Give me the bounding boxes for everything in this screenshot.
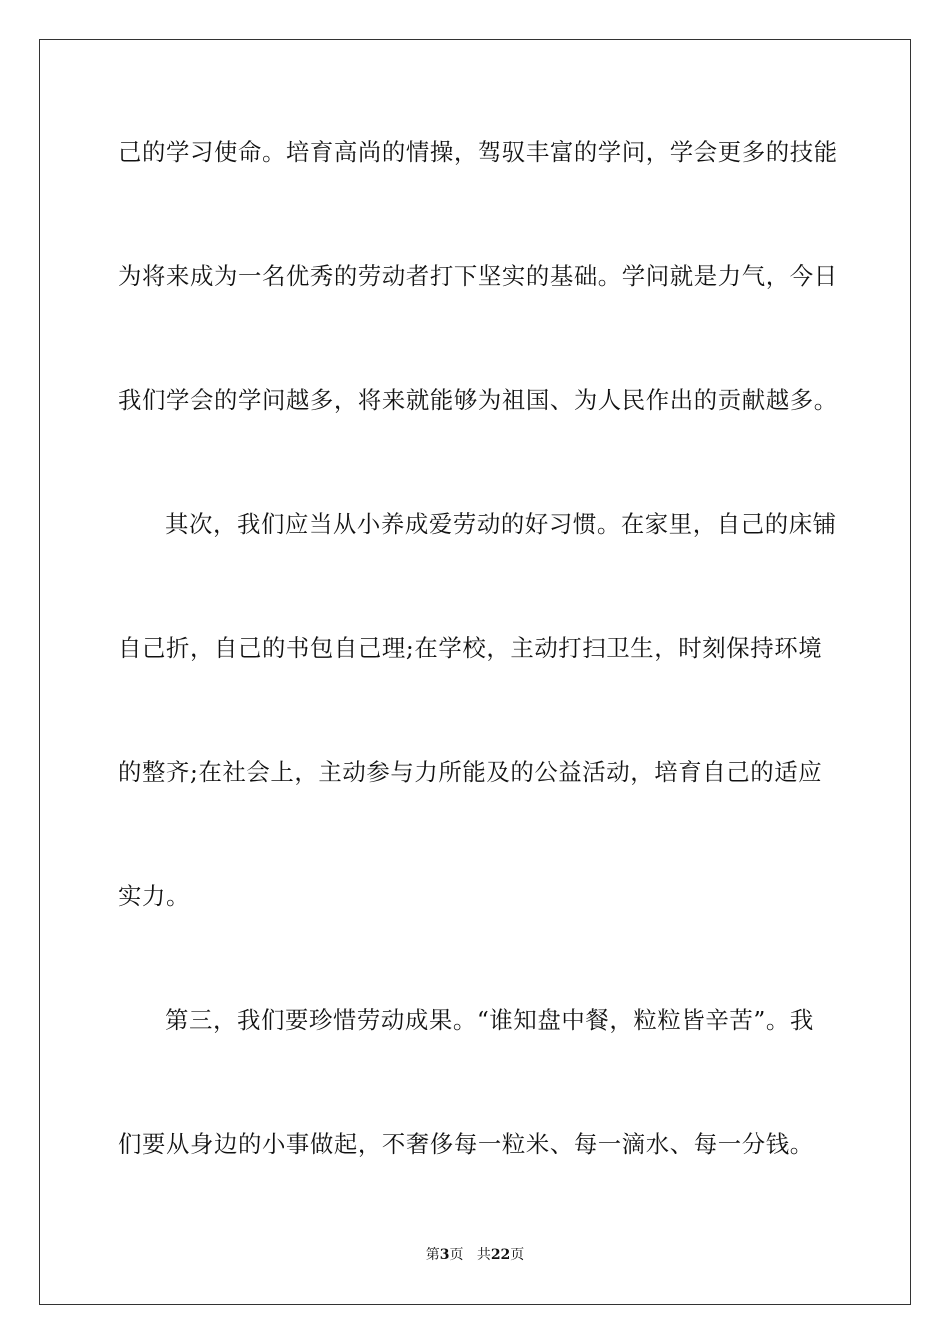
text-line: 我们学会的学问越多，将来就能够为祖国、为人民作出的贡献越多。 bbox=[118, 386, 838, 414]
page-footer bbox=[0, 1246, 950, 1264]
page-number: 3 bbox=[439, 1247, 450, 1263]
text-line-paragraph-start: 第三，我们要珍惜劳动成果。“谁知盘中餐，粒粒皆辛苦”。我 bbox=[165, 1006, 814, 1034]
page-prefix: 第 bbox=[425, 1247, 440, 1263]
total-suffix: 页 bbox=[510, 1247, 525, 1263]
text-line: 自己折，自己的书包自己理;在学校，主动打扫卫生，时刻保持环境 bbox=[118, 634, 823, 662]
page-suffix: 页 bbox=[449, 1247, 464, 1263]
total-prefix: 共 bbox=[476, 1247, 491, 1263]
text-line: 实力。 bbox=[118, 882, 190, 910]
text-line: 的整齐;在社会上，主动参与力所能及的公益活动，培育自己的适应 bbox=[118, 758, 823, 786]
text-line: 己的学习使命。培育高尚的情操，驾驭丰富的学问，学会更多的技能 bbox=[118, 138, 838, 166]
text-line: 为将来成为一名优秀的劳动者打下坚实的基础。学问就是力气，今日 bbox=[118, 262, 838, 290]
text-line-paragraph-start: 其次，我们应当从小养成爱劳动的好习惯。在家里，自己的床铺 bbox=[165, 510, 837, 538]
page-border bbox=[39, 39, 911, 1305]
total-pages: 22 bbox=[490, 1247, 511, 1263]
text-line: 们要从身边的小事做起，不奢侈每一粒米、每一滴水、每一分钱。 bbox=[118, 1130, 814, 1158]
